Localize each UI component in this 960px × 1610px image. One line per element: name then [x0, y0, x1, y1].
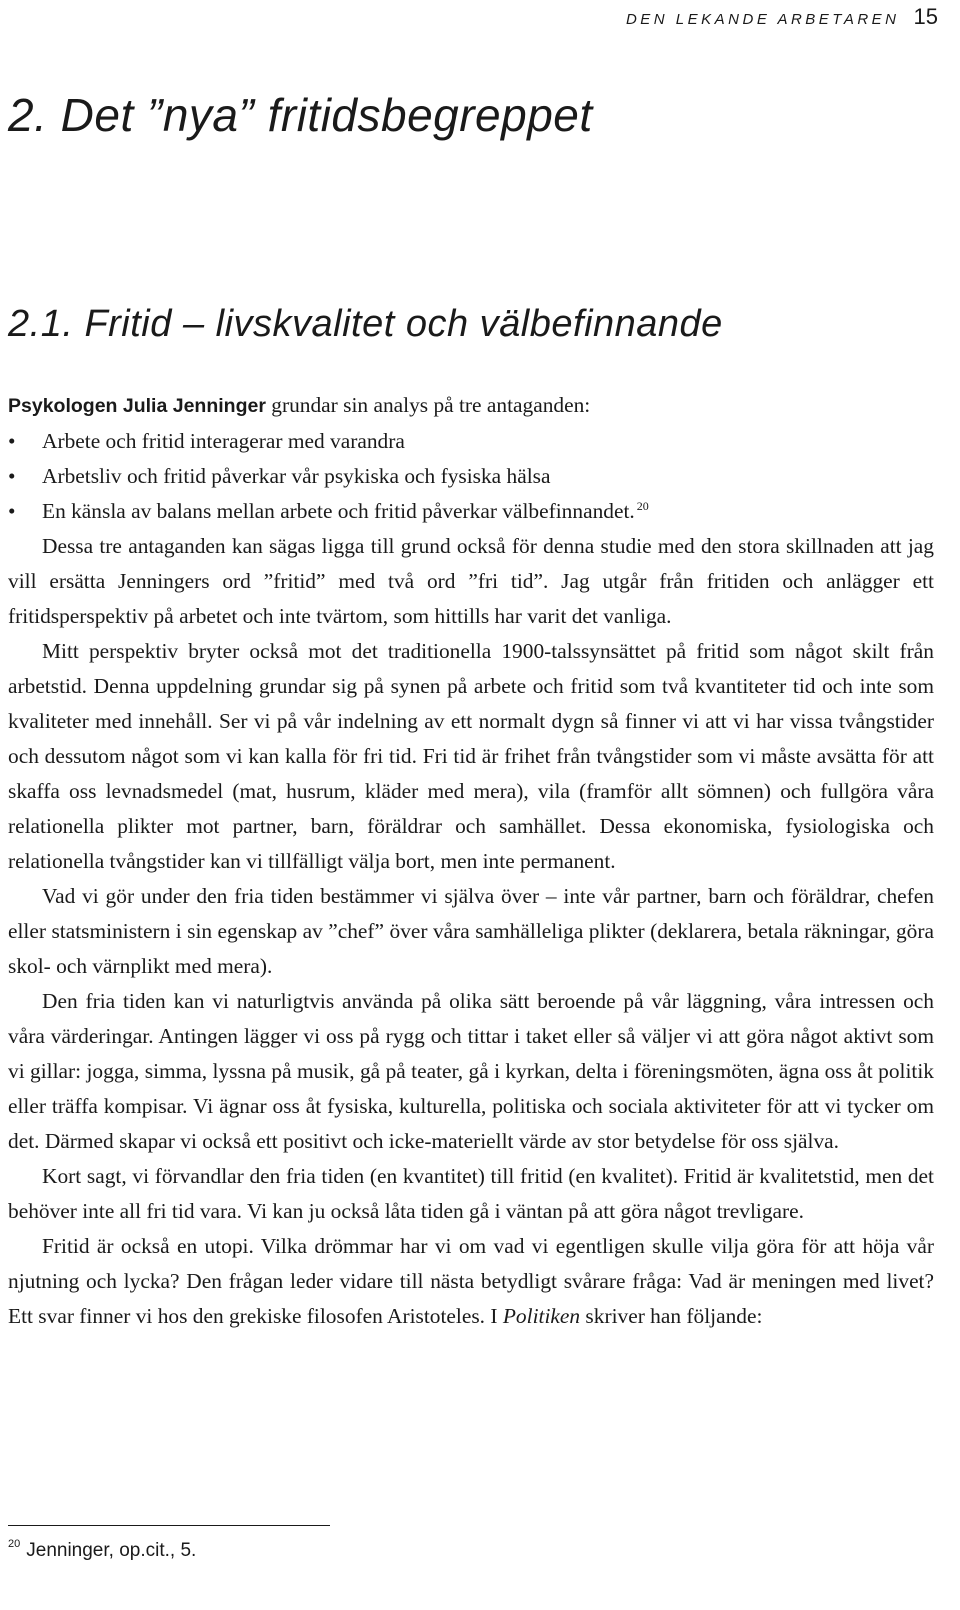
- running-title: DEN LEKANDE ARBETAREN: [625, 11, 900, 28]
- paragraph: Kort sagt, vi förvandlar den fria tiden (en kvantitet) till fritid (en kvalitet). Fritid är kvalitetstid, men det behöver inte all fri tid vara. Vi kan ju också låta tiden gå i väntan på att göra något trevligare.: [8, 1164, 934, 1223]
- paragraph: Dessa tre antaganden kan sägas ligga till grund också för denna studie med den stora skillnaden att jag vill ersätta Jenningers ord ”fritid” med två ord ”fri tid”. Jag utgår från fritiden och anlägger ett fritidsperspektiv på arbetet och inte tvärtom, som hittills har varit det vanliga.: [8, 534, 934, 628]
- list-item: [8, 494, 934, 529]
- body-text: [8, 388, 934, 1334]
- bullet-icon: •: [8, 499, 16, 523]
- section-title: 2.1. Fritid – livskvalitet och välbefinnande: [8, 303, 723, 345]
- paragraph: Den fria tiden kan vi naturligtvis använda på olika sätt beroende på vår läggning, våra intressen och våra värderingar. Antingen lägger vi oss på rygg och tittar i taket eller så väljer vi att göra något aktivt som vi gillar: jogga, simma, lyssna på musik, gå på teater, gå i kyrkan, delta i föreningsmöten, ägna oss åt politik eller träffa kompisar. Vi ägnar oss åt fysiska, kulturella, politiska och sociala aktiviteter för att vi tycker om det. Därmed skapar vi också ett positivt och icke-materiellt värde av stor betydelse för oss själva.: [8, 989, 934, 1153]
- intro-lead: Psykologen Julia Jenninger: [8, 395, 266, 417]
- footnote-number: 20: [8, 1538, 21, 1550]
- bullet-icon: •: [8, 429, 16, 453]
- paragraph: Vad vi gör under den fria tiden bestämmer vi själva över – inte vår partner, barn och föräldrar, chefen eller statsministern i sin egenskap av ”chef” över våra samhälleliga plikter (deklarera, betala räkningar, göra skol- och värnplikt med mera).: [8, 884, 934, 978]
- running-header: [626, 4, 938, 30]
- list-item-text: En känsla av balans mellan arbete och fritid påverkar välbefinnandet.: [42, 499, 635, 523]
- list-item-text: Arbetsliv och fritid påverkar vår psykiska och fysiska hälsa: [42, 464, 551, 488]
- intro-paragraph: [8, 388, 934, 424]
- paragraph: [8, 1229, 934, 1334]
- list-item: [8, 424, 934, 459]
- list-item: [8, 459, 934, 494]
- footnote: [8, 1540, 196, 1562]
- assumption-list: [8, 424, 934, 529]
- bullet-icon: •: [8, 464, 16, 488]
- footnote-text: Jenninger, op.cit., 5.: [26, 1540, 197, 1561]
- paragraph-text: Fritid är också en utopi. Vilka drömmar har vi om vad vi egentligen skulle vilja göra för att höja vår njutning och lycka? Den frågan leder vidare till nästa betydligt svårare fråga: Vad är meningen med livet? Ett svar finner vi hos den grekiske filosofen Aristoteles. I: [8, 1234, 934, 1328]
- paragraph-text: skriver han följande:: [580, 1304, 763, 1328]
- intro-rest: grundar sin analys på tre antaganden:: [265, 393, 591, 417]
- book-title: Politiken: [502, 1304, 581, 1328]
- footnote-reference[interactable]: 20: [636, 499, 649, 513]
- page-number: 15: [913, 4, 938, 29]
- footnote-divider: [8, 1525, 330, 1526]
- paragraph: Mitt perspektiv bryter också mot det traditionella 1900-talssynsättet på fritid som något skilt från arbetstid. Denna uppdelning grundar sig på synen på arbete och fritid som två kvantiteter tid och inte som kvaliteter med innehåll. Ser vi på vår indelning av ett normalt dygn så finner vi att vi har vissa tvångstider och dessutom något som vi kan kalla för fri tid. Fri tid är frihet från tvångstider som vi måste avsätta för att skaffa oss levnadsmedel (mat, husrum, kläder med mera), vila (framför allt sömnen) och fullgöra våra relationella plikter mot partner, barn, föräldrar och samhället. Dessa ekonomiska, fysiologiska och relationella tvångstider kan vi tillfälligt välja bort, men inte permanent.: [8, 639, 934, 873]
- list-item-text: Arbete och fritid interagerar med varandra: [42, 429, 405, 453]
- chapter-title: 2. Det ”nya” fritidsbegreppet: [8, 89, 593, 141]
